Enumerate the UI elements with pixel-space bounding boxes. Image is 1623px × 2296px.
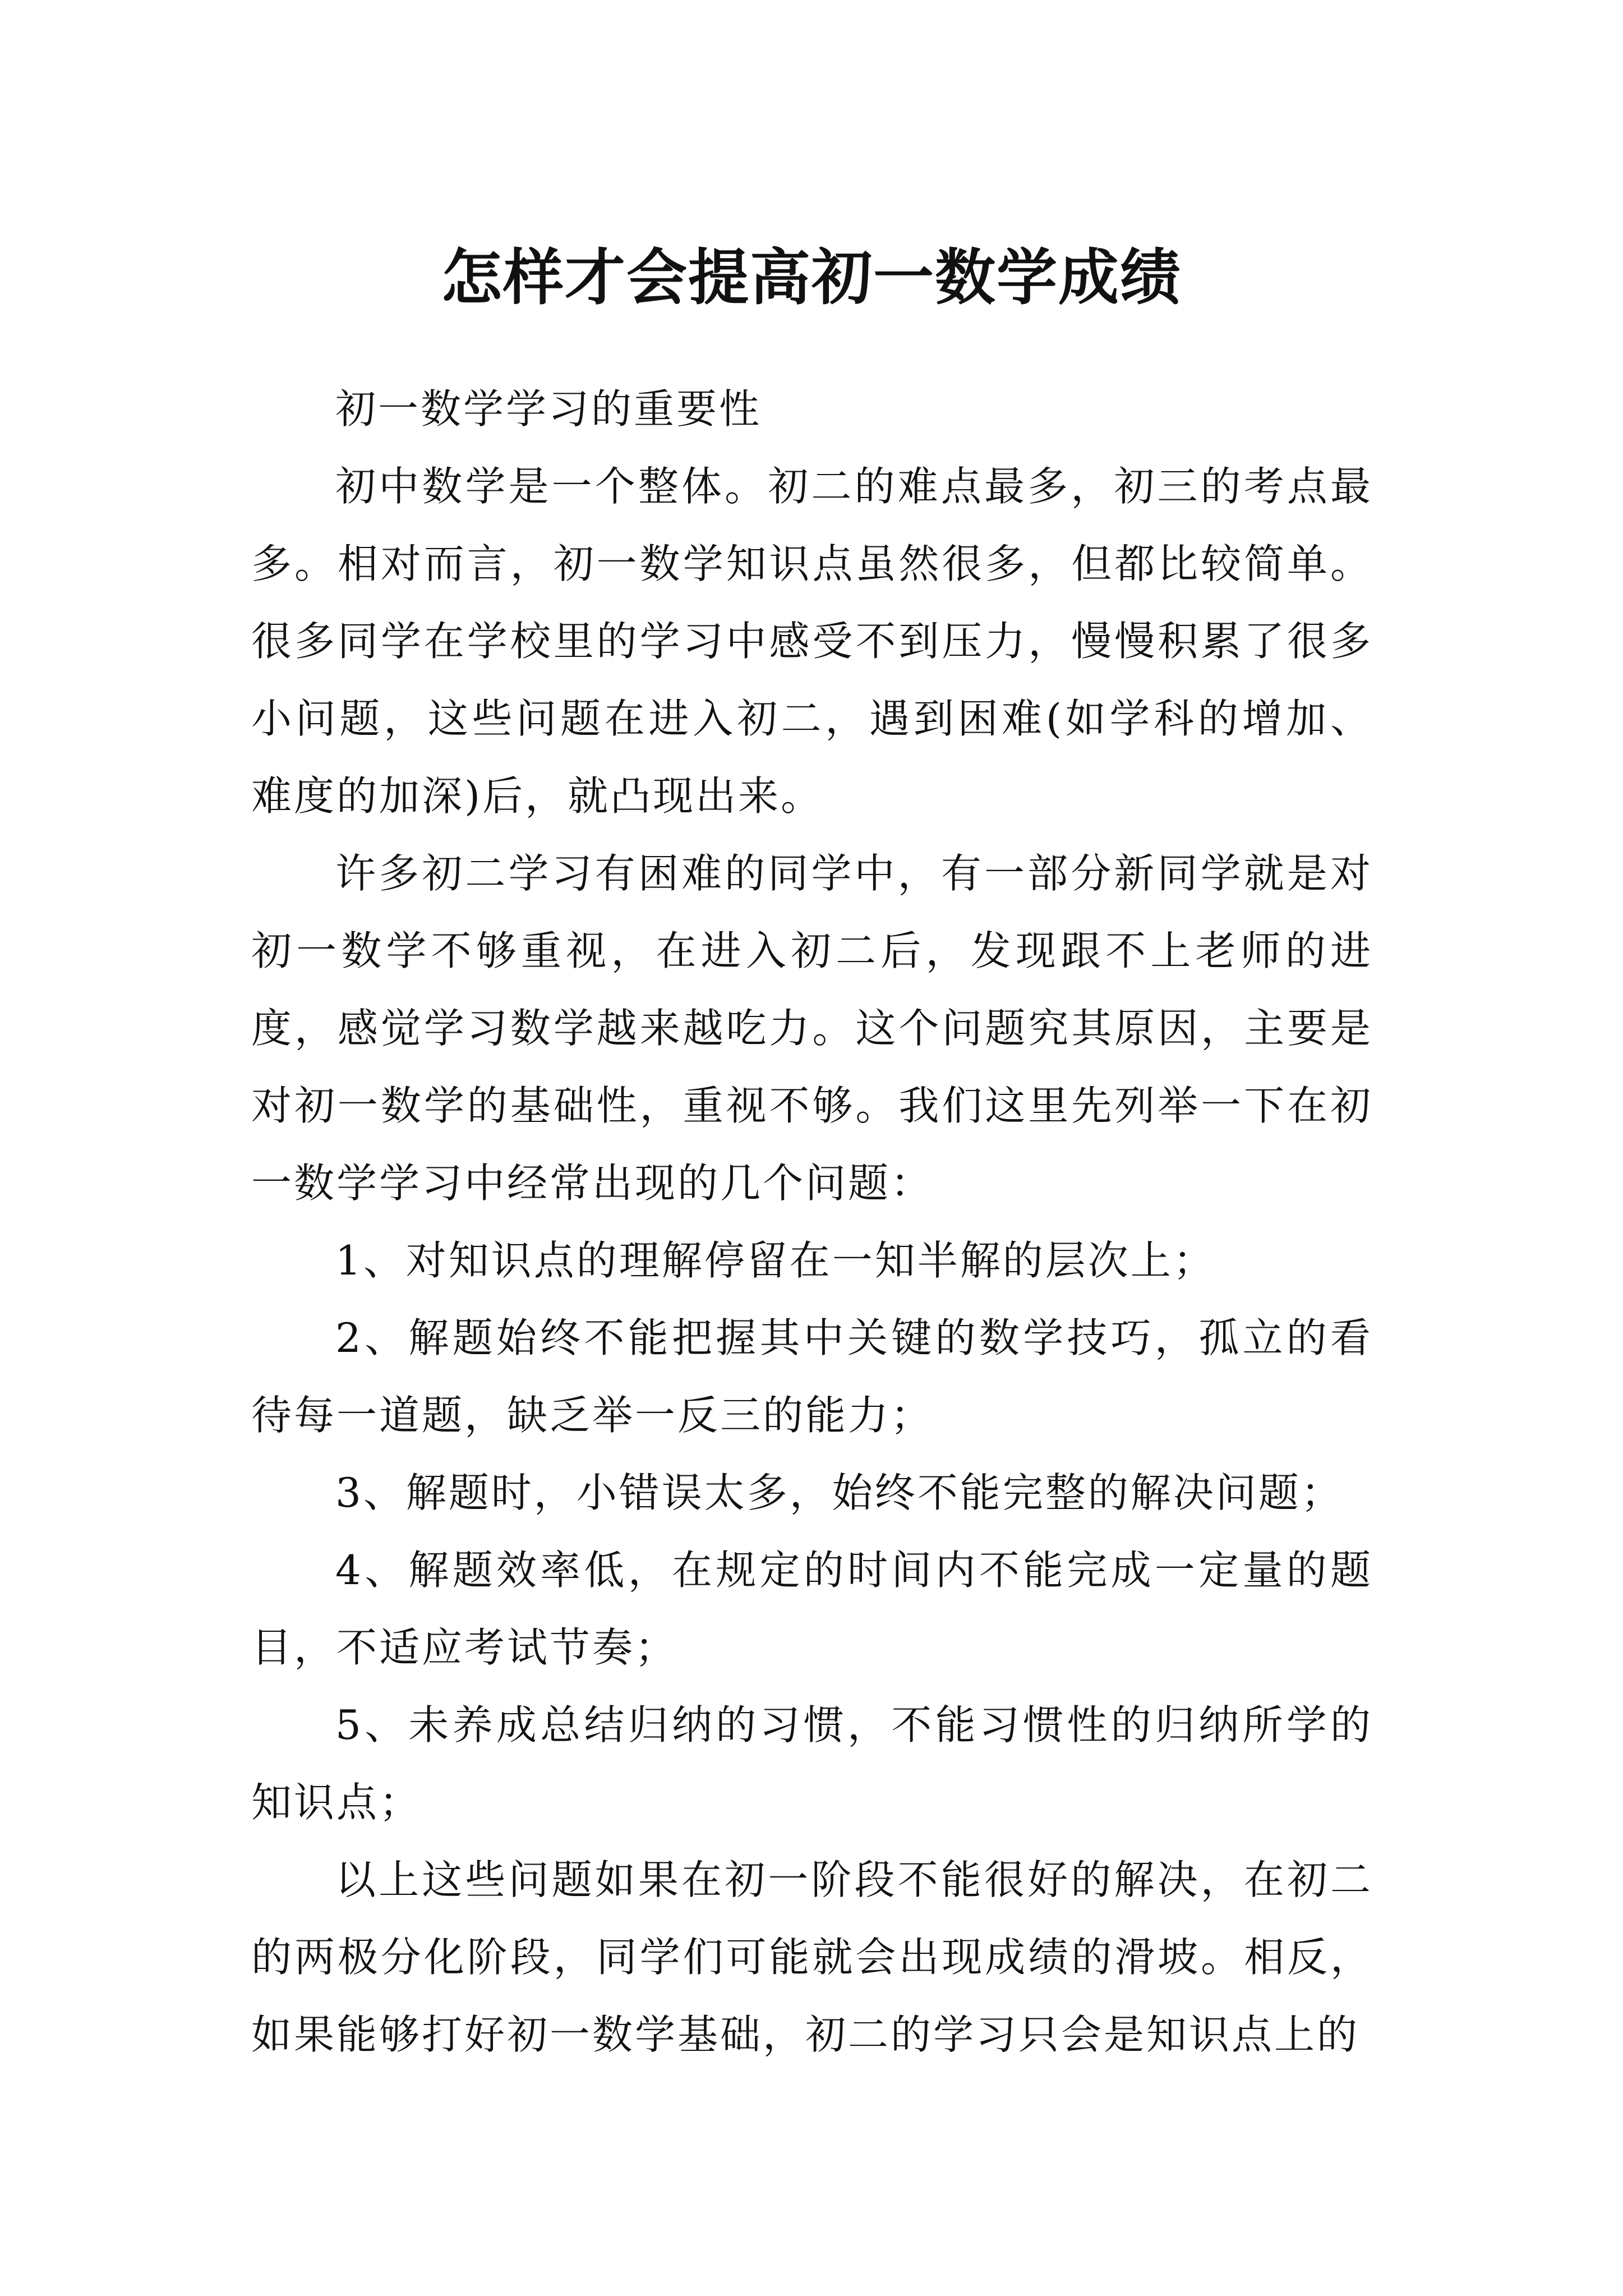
paragraph-heading: 初一数学学习的重要性 xyxy=(335,385,762,432)
paragraph: 初中数学是一个整体。初二的难点最多，初三的考点最多。相对而言，初一数学知识点虽然很多，但都比较简单。很多同学在学校里的学习中感受不到压力，慢慢积累了很多小问题，这些问题在进入初二，遇到困难(如学科的增加、难度的加深)后，就凸现出来。 xyxy=(251,463,1373,820)
document-title: 怎样才会提高初一数学成绩 xyxy=(441,242,1182,314)
list-item: 3、解题时，小错误太多，始终不能完整的解决问题； xyxy=(335,1469,1344,1516)
list-item: 2、解题始终不能把握其中关键的数学技巧，孤立的看待每一道题，缺乏举一反三的能力； xyxy=(251,1314,1373,1439)
document-body xyxy=(251,370,1373,2073)
list-item: 1、对知识点的理解停留在一知半解的层次上； xyxy=(335,1237,1216,1284)
list-item: 5、未养成总结归纳的习惯，不能习惯性的归纳所学的知识点； xyxy=(251,1701,1373,1826)
paragraph: 许多初二学习有困难的同学中，有一部分新同学就是对初一数学不够重视，在进入初二后，发现跟不上老师的进度，感觉学习数学越来越吃力。这个问题究其原因，主要是对初一数学的基础性，重视不够。我们这里先列举一下在初一数学学习中经常出现的几个问题： xyxy=(251,850,1373,1207)
list-item: 4、解题效率低，在规定的时间内不能完成一定量的题目，不适应考试节奏； xyxy=(251,1547,1373,1671)
paragraph: 以上这些问题如果在初一阶段不能很好的解决，在初二的两极分化阶段，同学们可能就会出现成绩的滑坡。相反，如果能够打好初一数学基础，初二的学习只会是知识点上的 xyxy=(251,1856,1373,2058)
